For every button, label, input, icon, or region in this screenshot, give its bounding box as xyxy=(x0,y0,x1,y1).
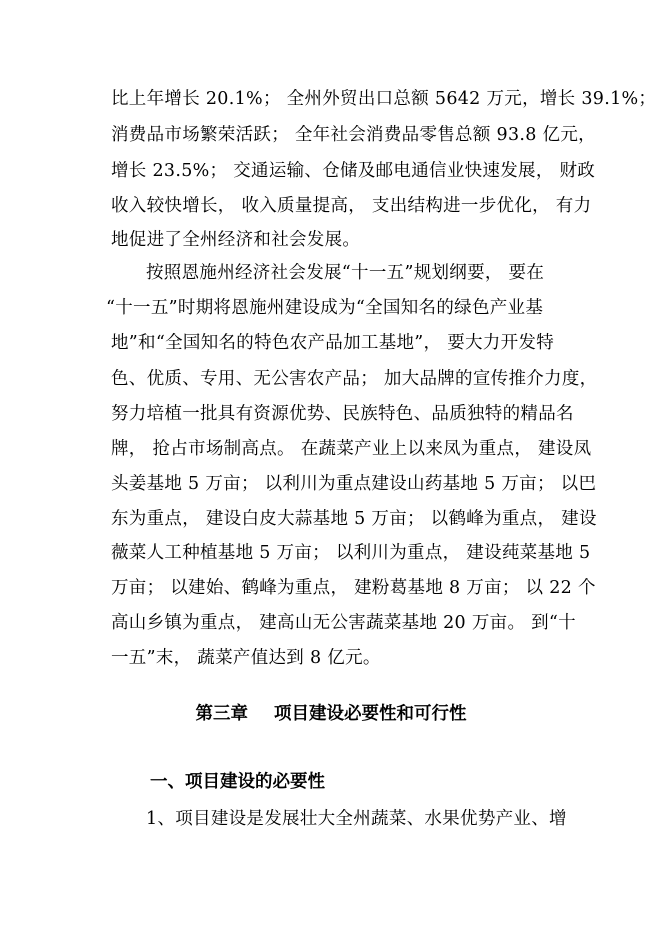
paragraph-3-line-1: 1、项目建设是发展壮大全州蔬菜、水果优势产业、增 xyxy=(146,809,567,829)
chapter-number: 第三章 xyxy=(195,704,248,724)
paragraph-1-line-5: 地促进了全州经济和社会发展。 xyxy=(111,230,361,250)
paragraph-2-line-11: 高山乡镇为重点， 建高山无公害蔬菜基地 20 万亩。 到“十 xyxy=(111,613,576,633)
paragraph-2-line-4: 色、优质、专用、无公害农产品； 加大品牌的宣传推介力度， xyxy=(111,369,598,389)
paragraph-1-line-3: 增长 23.5%； 交通运输、仓储及邮电通信业快速发展， 财政 xyxy=(111,161,596,181)
paragraph-2-line-5: 努力培植一批具有资源优势、民族特色、品质独特的精品名 xyxy=(111,404,574,424)
paragraph-2-line-6: 牌， 抢占市场制高点。 在蔬菜产业上以来凤为重点， 建设凤 xyxy=(111,439,592,459)
paragraph-1-line-1: 比上年增长 20.1%； 全州外贸出口总额 5642 万元，增长 39.1%； xyxy=(111,89,657,109)
paragraph-2-line-3: 地”和“全国知名的特色农产品加工基地”， 要大力开发特 xyxy=(111,333,555,353)
paragraph-2-line-7: 头姜基地 5 万亩； 以利川为重点建设山药基地 5 万亩； 以巴 xyxy=(111,474,597,494)
paragraph-2-line-1: 按照恩施州经济社会发展“十一五”规划纲要， 要在 xyxy=(146,263,545,283)
paragraph-2-line-2: “十一五”时期将恩施州建设成为“全国知名的绿色产业基 xyxy=(106,298,544,318)
paragraph-1-line-4: 收入较快增长， 收入质量提高， 支出结构进一步优化， 有力 xyxy=(111,196,592,216)
section-heading: 一、项目建设的必要性 xyxy=(150,772,325,792)
chapter-title: 项目建设必要性和可行性 xyxy=(274,704,467,724)
paragraph-2-line-9: 薇菜人工种植基地 5 万亩； 以利川为重点， 建设莼菜基地 5 xyxy=(111,543,591,563)
chapter-heading xyxy=(0,702,662,726)
paragraph-1-line-2: 消费品市场繁荣活跃； 全年社会消费品零售总额 93.8 亿元， xyxy=(111,125,596,145)
paragraph-2-line-10: 万亩； 以建始、鹤峰为重点， 建粉葛基地 8 万亩； 以 22 个 xyxy=(111,578,596,598)
paragraph-2-line-12: 一五”末， 蔬菜产值达到 8 亿元。 xyxy=(111,648,381,668)
paragraph-2-line-8: 东为重点， 建设白皮大蒜基地 5 万亩； 以鹤峰为重点， 建设 xyxy=(111,509,597,529)
